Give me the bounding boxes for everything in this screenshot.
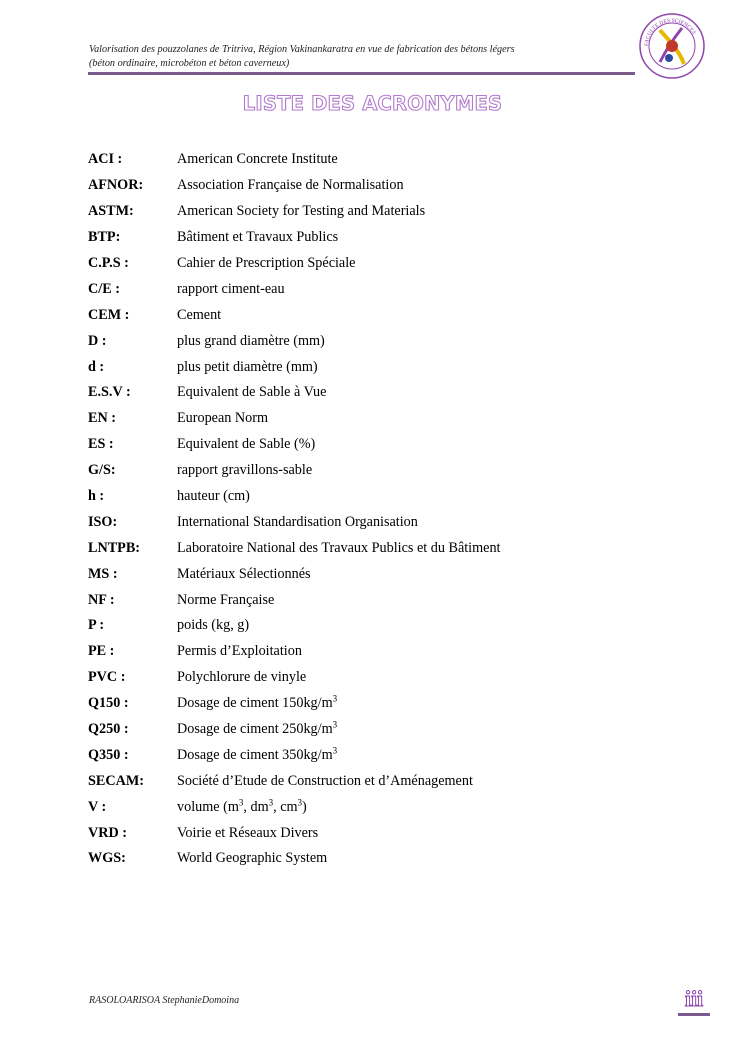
acronym-definition: World Geographic System — [177, 850, 328, 867]
acronym-abbr: LNTPB: — [88, 539, 141, 556]
acronym-row — [88, 173, 648, 199]
acronym-row — [88, 302, 648, 328]
acronym-definition: Cement — [177, 306, 222, 323]
acronym-abbr: ASTM: — [88, 203, 134, 220]
acronym-row — [88, 717, 648, 743]
acronym-definition: poids (kg, g) — [177, 617, 250, 634]
acronym-definition: plus petit diamètre (mm) — [177, 358, 318, 375]
acronym-row — [88, 199, 648, 225]
acronym-abbr: P : — [88, 617, 105, 634]
page-number — [678, 988, 710, 1016]
acronym-definition: Dosage de ciment $150kg/m^3$ — [177, 693, 338, 712]
footer-author: RASOLOARISOA StephanieDomoina — [89, 995, 240, 1006]
acronym-row — [88, 276, 648, 302]
acronym-abbr: Q350 : — [88, 746, 129, 763]
page-number-text: iii — [684, 988, 704, 1011]
header-line-2: (béton ordinaire, microbéton et béton caverneux) — [89, 58, 290, 69]
acronym-definition: Dosage de ciment $250kg/m^3$ — [177, 719, 338, 738]
acronym-definition: Association Française de Normalisation — [177, 177, 404, 194]
acronym-definition: Permis d’Exploitation — [177, 643, 302, 660]
acronym-definition: European Norm — [177, 410, 269, 427]
acronym-definition: hauteur (cm) — [177, 488, 250, 505]
acronym-abbr: C/E : — [88, 280, 120, 297]
acronym-definition: Bâtiment et Travaux Publics — [177, 229, 339, 246]
acronym-row — [88, 587, 648, 613]
acronym-row — [88, 380, 648, 406]
acronym-definition: Société d’Etude de Construction et d’Aménagement — [177, 772, 473, 789]
acronym-definition: Equivalent de Sable à Vue — [177, 384, 327, 401]
acronym-row — [88, 561, 648, 587]
acronym-abbr: MS : — [88, 565, 118, 582]
acronym-abbr: ACI : — [88, 151, 123, 168]
acronym-definition: plus grand diamètre (mm) — [177, 332, 325, 349]
acronym-row — [88, 768, 648, 794]
acronym-definition: Dosage de ciment $350kg/m^3$ — [177, 745, 338, 763]
header-line-1: Valorisation des pouzzolanes de Tritriva, Région Vakinankaratra en vue de fabrication des bétons légers — [89, 44, 515, 55]
acronym-abbr: AFNOR: — [88, 177, 144, 194]
page-number-rule — [678, 1013, 710, 1016]
acronym-abbr: EN : — [88, 410, 116, 427]
acronym-definition: International Standardisation Organisation — [177, 513, 418, 530]
page-title: LISTE DES ACRONYMES — [242, 92, 503, 115]
acronym-row — [88, 742, 648, 768]
acronym-definition: volume ($m^3$, $dm^3$, $cm^3$) — [177, 796, 307, 815]
acronym-abbr: d : — [88, 358, 105, 375]
acronym-row — [88, 432, 648, 458]
acronym-definition: Cahier de Prescription Spéciale — [177, 255, 356, 271]
acronym-abbr: PE : — [88, 643, 115, 660]
acronym-row — [88, 613, 648, 639]
acronym-row — [88, 328, 648, 354]
acronym-abbr: NF : — [88, 591, 115, 608]
acronym-row — [88, 509, 648, 535]
acronym-row — [88, 406, 648, 432]
acronym-abbr: CEM : — [88, 306, 130, 323]
acronym-abbr: SECAM: — [88, 772, 144, 789]
acronym-abbr: E.S.V : — [88, 384, 131, 401]
acronym-row — [88, 691, 648, 717]
acronym-abbr: BTP: — [88, 229, 121, 246]
acronym-row — [88, 794, 648, 820]
acronym-abbr: Q250 : — [88, 721, 129, 738]
acronym-row — [88, 535, 648, 561]
acronym-row — [88, 665, 648, 691]
acronym-definition: Polychlorure de vinyle — [177, 669, 307, 686]
acronym-abbr: WGS: — [88, 850, 126, 867]
acronym-row — [88, 820, 648, 846]
acronym-row — [88, 846, 648, 872]
acronym-abbr: Q150 : — [88, 695, 129, 712]
acronym-abbr: G/S: — [88, 462, 116, 479]
acronym-abbr: ES : — [88, 436, 114, 453]
acronym-definition: American Concrete Institute — [177, 151, 338, 168]
running-header — [89, 43, 609, 71]
acronym-definition: Voirie et Réseaux Divers — [177, 824, 319, 841]
acronym-definition: rapport ciment-eau — [177, 280, 285, 297]
acronym-abbr: ISO: — [88, 513, 118, 530]
acronym-row — [88, 251, 648, 277]
acronym-definition: Equivalent de Sable (%) — [177, 436, 316, 453]
acronym-abbr: PVC : — [88, 669, 126, 686]
acronym-row — [88, 354, 648, 380]
acronym-list — [88, 147, 648, 872]
acronym-abbr: VRD : — [88, 824, 128, 841]
acronym-definition: American Society for Testing and Materials — [177, 203, 426, 220]
acronym-row — [88, 225, 648, 251]
acronym-definition: Matériaux Sélectionnés — [177, 565, 311, 582]
acronym-abbr: V : — [88, 798, 107, 815]
header-divider — [88, 72, 635, 75]
acronym-abbr: D : — [88, 332, 107, 349]
faculty-logo — [638, 12, 706, 80]
acronym-row — [88, 639, 648, 665]
acronym-row — [88, 458, 648, 484]
logo-text: FACULTE DES SCIENCES — [643, 17, 697, 47]
acronym-definition: Norme Française — [177, 591, 275, 608]
acronym-row — [88, 484, 648, 510]
acronym-row — [88, 147, 648, 173]
acronym-definition: rapport gravillons-sable — [177, 462, 313, 479]
acronym-abbr: h : — [88, 488, 105, 505]
acronym-definition: Laboratoire National des Travaux Publics et du Bâtiment — [177, 539, 501, 556]
acronym-abbr: C.P.S : — [88, 255, 129, 271]
